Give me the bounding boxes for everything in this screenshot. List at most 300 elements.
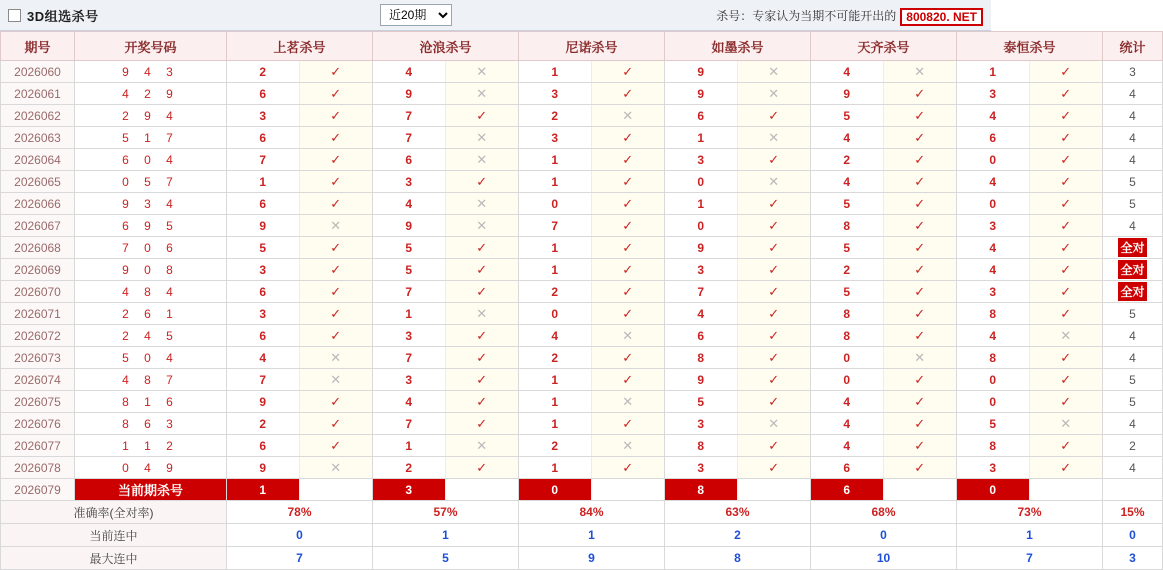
kill-number: 0: [665, 215, 738, 236]
check-icon: ✓: [738, 105, 811, 126]
cell-expert-2: [519, 259, 665, 281]
cell-expert-4: [811, 391, 957, 413]
cell-expert-1: [373, 61, 519, 83]
table-row: [1, 347, 1163, 369]
kill-number: 1: [519, 259, 592, 280]
kill-number: 3: [665, 259, 738, 280]
cell-expert-5: [957, 435, 1103, 457]
cell-statistics: 4: [1103, 105, 1163, 127]
all-hit-badge: 全对: [1118, 282, 1146, 301]
check-icon: ✓: [300, 303, 373, 324]
check-icon: ✓: [592, 457, 665, 478]
cell-qihao: 2026075: [1, 391, 75, 413]
cell-qihao: 2026079: [1, 479, 75, 501]
kill-number: 8: [957, 303, 1030, 324]
kill-number: 6: [227, 325, 300, 346]
kill-number: 5: [665, 391, 738, 412]
kill-number: 0: [957, 149, 1030, 170]
cell-expert-5: [957, 237, 1103, 259]
check-icon: ✓: [884, 435, 957, 456]
check-icon: ✓: [884, 83, 957, 104]
cell-expert-0: [227, 61, 373, 83]
kill-number: 9: [373, 215, 446, 236]
cell-current-expert-0: [227, 479, 373, 501]
cell-qihao: 2026060: [1, 61, 75, 83]
summary-value-4: 0: [811, 524, 957, 547]
kill-number: 4: [373, 61, 446, 82]
kill-number: 1: [665, 127, 738, 148]
cell-expert-0: [227, 347, 373, 369]
cell-expert-2: [519, 237, 665, 259]
cell-kaijiang: 8 6 3: [75, 413, 227, 435]
header-expert-2: 尼诺杀号: [519, 32, 665, 61]
kill-number: 1: [519, 171, 592, 192]
check-icon: ✓: [884, 457, 957, 478]
check-icon: ✓: [1030, 259, 1103, 280]
check-icon: ✓: [738, 325, 811, 346]
kill-number: 4: [957, 171, 1030, 192]
kill-number: 2: [519, 281, 592, 302]
all-hit-badge: 全对: [1118, 238, 1146, 257]
cell-kaijiang: 8 1 6: [75, 391, 227, 413]
check-icon: ✓: [1030, 105, 1103, 126]
kill-number: 7: [227, 369, 300, 390]
cell-qihao: 2026066: [1, 193, 75, 215]
check-icon: ✓: [1030, 171, 1103, 192]
table-row: [1, 325, 1163, 347]
check-icon: ✓: [300, 127, 373, 148]
kill-number: 4: [811, 391, 884, 412]
kill-number: 5: [957, 413, 1030, 434]
cell-expert-4: [811, 237, 957, 259]
cell-current-expert-1: [373, 479, 519, 501]
check-icon: ✓: [884, 237, 957, 258]
cell-expert-4: [811, 325, 957, 347]
check-icon: ✓: [446, 259, 519, 280]
check-icon: ✓: [300, 237, 373, 258]
cross-icon: ✕: [592, 105, 665, 126]
cell-expert-2: [519, 281, 665, 303]
kill-number: 9: [665, 369, 738, 390]
kill-number: 5: [811, 281, 884, 302]
check-icon: ✓: [1030, 127, 1103, 148]
kill-number: 3: [373, 171, 446, 192]
cross-icon: ✕: [446, 149, 519, 170]
cell-qihao: 2026077: [1, 435, 75, 457]
current-kill-number: 0: [519, 479, 592, 500]
kill-number: 6: [957, 127, 1030, 148]
cross-icon: ✕: [446, 127, 519, 148]
cell-expert-3: [665, 259, 811, 281]
cell-expert-2: [519, 369, 665, 391]
kill-number: 8: [811, 325, 884, 346]
cell-kaijiang: 9 3 4: [75, 193, 227, 215]
period-select-wrap: [380, 4, 452, 26]
cell-qihao: 2026076: [1, 413, 75, 435]
cross-icon: ✕: [738, 171, 811, 192]
cell-statistics: 4: [1103, 457, 1163, 479]
cell-expert-4: [811, 83, 957, 105]
table-row: [1, 61, 1163, 83]
cell-expert-2: [519, 303, 665, 325]
kill-number: 5: [227, 237, 300, 258]
check-icon: ✓: [300, 391, 373, 412]
kill-number: 1: [519, 457, 592, 478]
kill-number: 0: [957, 369, 1030, 390]
cell-expert-2: [519, 435, 665, 457]
cell-expert-4: [811, 127, 957, 149]
kill-number: 7: [373, 105, 446, 126]
cell-expert-4: [811, 215, 957, 237]
kill-number: 3: [519, 127, 592, 148]
cell-expert-3: [665, 435, 811, 457]
check-icon: ✓: [300, 281, 373, 302]
kill-number: 3: [227, 105, 300, 126]
kill-number: 7: [665, 281, 738, 302]
kill-number: 9: [373, 83, 446, 104]
cell-expert-2: [519, 325, 665, 347]
page-title: 3D组选杀号: [27, 8, 99, 24]
cell-expert-5: [957, 259, 1103, 281]
cross-icon: ✕: [446, 303, 519, 324]
summary-label: 准确率(全对率): [1, 501, 227, 524]
kill-number: 4: [665, 303, 738, 324]
check-icon: ✓: [738, 303, 811, 324]
all-hit-badge: 全对: [1118, 260, 1146, 279]
cell-expert-0: [227, 127, 373, 149]
cell-expert-0: [227, 171, 373, 193]
kill-number: 6: [373, 149, 446, 170]
cell-expert-0: [227, 215, 373, 237]
check-icon: ✓: [738, 281, 811, 302]
check-icon: ✓: [1030, 61, 1103, 82]
kill-number: 1: [373, 435, 446, 456]
cell-expert-3: [665, 127, 811, 149]
cell-expert-4: [811, 149, 957, 171]
cell-expert-0: [227, 281, 373, 303]
select-all-checkbox[interactable]: [8, 9, 21, 22]
kill-number: 2: [227, 61, 300, 82]
kill-number: 1: [519, 237, 592, 258]
kill-number: 3: [227, 303, 300, 324]
cell-expert-5: [957, 325, 1103, 347]
cell-statistics: 5: [1103, 303, 1163, 325]
cell-qihao: 2026078: [1, 457, 75, 479]
cell-expert-4: [811, 303, 957, 325]
cross-icon: ✕: [592, 325, 665, 346]
cell-expert-5: [957, 193, 1103, 215]
table-row: [1, 215, 1163, 237]
cell-expert-1: [373, 105, 519, 127]
summary-value-3: 2: [665, 524, 811, 547]
cell-expert-0: [227, 259, 373, 281]
empty-mark: [592, 479, 665, 500]
check-icon: ✓: [446, 105, 519, 126]
cell-statistics: 5: [1103, 369, 1163, 391]
cell-expert-1: [373, 127, 519, 149]
cell-statistics: [1103, 281, 1163, 303]
table-row: [1, 413, 1163, 435]
cell-statistics: [1103, 237, 1163, 259]
kill-number: 4: [811, 435, 884, 456]
cell-statistics: 4: [1103, 215, 1163, 237]
kill-number: 0: [811, 369, 884, 390]
cell-kaijiang: 4 2 9: [75, 83, 227, 105]
cross-icon: ✕: [446, 61, 519, 82]
cell-kaijiang: 2 6 1: [75, 303, 227, 325]
check-icon: ✓: [446, 413, 519, 434]
cell-expert-3: [665, 61, 811, 83]
cross-icon: ✕: [738, 413, 811, 434]
cell-expert-5: [957, 303, 1103, 325]
cell-expert-2: [519, 457, 665, 479]
kill-number: 6: [227, 83, 300, 104]
kill-number: 4: [519, 325, 592, 346]
header-note: [716, 7, 983, 26]
cell-expert-0: [227, 413, 373, 435]
kill-number: 2: [373, 457, 446, 478]
cell-expert-4: [811, 457, 957, 479]
cell-expert-1: [373, 303, 519, 325]
empty-mark: [738, 479, 811, 500]
current-kill-number: 1: [227, 479, 300, 500]
cell-statistics: 2: [1103, 435, 1163, 457]
header-kaijiang: 开奖号码: [75, 32, 227, 61]
cell-expert-1: [373, 171, 519, 193]
table-row: [1, 105, 1163, 127]
kill-number: 2: [519, 435, 592, 456]
kill-number: 1: [519, 61, 592, 82]
cell-expert-3: [665, 457, 811, 479]
cell-expert-1: [373, 237, 519, 259]
kill-number: 6: [227, 193, 300, 214]
check-icon: ✓: [300, 105, 373, 126]
kill-number: 4: [373, 391, 446, 412]
check-icon: ✓: [446, 457, 519, 478]
cell-expert-2: [519, 391, 665, 413]
cell-kaijiang: 6 0 4: [75, 149, 227, 171]
cell-kaijiang: 4 8 7: [75, 369, 227, 391]
cell-statistics: [1103, 259, 1163, 281]
cross-icon: ✕: [300, 347, 373, 368]
table-row: [1, 281, 1163, 303]
kill-number: 9: [227, 457, 300, 478]
check-icon: ✓: [446, 281, 519, 302]
kill-number: 3: [957, 83, 1030, 104]
table-row: [1, 259, 1163, 281]
check-icon: ✓: [884, 369, 957, 390]
kill-number: 8: [665, 347, 738, 368]
cell-expert-4: [811, 193, 957, 215]
cross-icon: ✕: [592, 435, 665, 456]
check-icon: ✓: [592, 413, 665, 434]
current-period-label: 当前期杀号: [75, 479, 227, 501]
check-icon: ✓: [300, 61, 373, 82]
cell-expert-0: [227, 435, 373, 457]
cell-qihao: 2026061: [1, 83, 75, 105]
kill-number: 5: [811, 193, 884, 214]
kill-number: 4: [957, 237, 1030, 258]
top-bar: [0, 0, 991, 31]
check-icon: ✓: [300, 83, 373, 104]
cell-statistics: 5: [1103, 193, 1163, 215]
summary-row-2: [1, 547, 1163, 570]
cell-statistics: 5: [1103, 391, 1163, 413]
kill-number: 9: [227, 215, 300, 236]
header-note-text: 杀号：专家认为当期不可能开出的: [716, 9, 897, 23]
cell-expert-4: [811, 105, 957, 127]
summary-value-5: 1: [957, 524, 1103, 547]
kill-number: 6: [227, 435, 300, 456]
kill-number: 9: [811, 83, 884, 104]
cross-icon: ✕: [738, 83, 811, 104]
cell-expert-0: [227, 457, 373, 479]
summary-value-4: 10: [811, 547, 957, 570]
cell-kaijiang: 4 8 4: [75, 281, 227, 303]
check-icon: ✓: [738, 435, 811, 456]
check-icon: ✓: [884, 149, 957, 170]
kill-number: 6: [665, 105, 738, 126]
header-expert-4: 天齐杀号: [811, 32, 957, 61]
table-body: [1, 61, 1163, 570]
check-icon: ✓: [1030, 303, 1103, 324]
cross-icon: ✕: [300, 369, 373, 390]
check-icon: ✓: [592, 61, 665, 82]
kill-number: 5: [811, 105, 884, 126]
cell-expert-4: [811, 369, 957, 391]
cell-qihao: 2026068: [1, 237, 75, 259]
summary-row-0: [1, 501, 1163, 524]
kill-number: 4: [811, 413, 884, 434]
header-tongji: 统计: [1103, 32, 1163, 61]
period-select[interactable]: [380, 4, 452, 26]
check-icon: ✓: [300, 259, 373, 280]
check-icon: ✓: [1030, 149, 1103, 170]
kill-number: 8: [665, 435, 738, 456]
check-icon: ✓: [1030, 347, 1103, 368]
cell-qihao: 2026064: [1, 149, 75, 171]
kill-number: 6: [811, 457, 884, 478]
kill-number: 2: [811, 259, 884, 280]
table-header-row: [1, 32, 1163, 61]
cross-icon: ✕: [1030, 413, 1103, 434]
table-row: [1, 149, 1163, 171]
cell-expert-4: [811, 171, 957, 193]
cell-expert-1: [373, 413, 519, 435]
kill-number: 0: [957, 193, 1030, 214]
summary-label: 当前连中: [1, 524, 227, 547]
summary-value-1: 57%: [373, 501, 519, 524]
kill-number: 9: [665, 83, 738, 104]
cell-expert-1: [373, 347, 519, 369]
check-icon: ✓: [738, 149, 811, 170]
cell-expert-3: [665, 149, 811, 171]
cell-qihao: 2026073: [1, 347, 75, 369]
cell-expert-2: [519, 127, 665, 149]
kill-number: 4: [957, 325, 1030, 346]
brand-badge: 800820. NET: [900, 8, 983, 26]
kill-number: 9: [227, 391, 300, 412]
table-row: [1, 303, 1163, 325]
check-icon: ✓: [1030, 237, 1103, 258]
cell-expert-0: [227, 149, 373, 171]
kill-number: 1: [373, 303, 446, 324]
cross-icon: ✕: [446, 215, 519, 236]
check-icon: ✓: [1030, 391, 1103, 412]
check-icon: ✓: [592, 237, 665, 258]
cell-qihao: 2026070: [1, 281, 75, 303]
cell-expert-2: [519, 83, 665, 105]
cross-icon: ✕: [446, 83, 519, 104]
table-row: [1, 435, 1163, 457]
table-row: [1, 369, 1163, 391]
summary-value-2: 1: [519, 524, 665, 547]
cell-expert-1: [373, 391, 519, 413]
cell-expert-2: [519, 347, 665, 369]
kill-number: 1: [519, 149, 592, 170]
cell-expert-5: [957, 413, 1103, 435]
check-icon: ✓: [1030, 281, 1103, 302]
kill-number: 6: [227, 281, 300, 302]
summary-value-0: 7: [227, 547, 373, 570]
cell-expert-3: [665, 281, 811, 303]
cell-qihao: 2026063: [1, 127, 75, 149]
kill-number: 2: [519, 347, 592, 368]
cell-kaijiang: 7 0 6: [75, 237, 227, 259]
cell-expert-3: [665, 105, 811, 127]
check-icon: ✓: [592, 215, 665, 236]
cell-expert-3: [665, 369, 811, 391]
kill-number: 3: [957, 215, 1030, 236]
cell-expert-2: [519, 105, 665, 127]
cell-expert-5: [957, 149, 1103, 171]
check-icon: ✓: [884, 193, 957, 214]
cell-expert-5: [957, 127, 1103, 149]
summary-statistics: 0: [1103, 524, 1163, 547]
kill-number: 8: [811, 303, 884, 324]
cell-kaijiang: 2 9 4: [75, 105, 227, 127]
check-icon: ✓: [592, 369, 665, 390]
check-icon: ✓: [1030, 215, 1103, 236]
kill-number: 4: [957, 105, 1030, 126]
current-kill-number: 3: [373, 479, 446, 500]
cell-statistics: 4: [1103, 325, 1163, 347]
kill-number: 1: [227, 171, 300, 192]
cross-icon: ✕: [446, 193, 519, 214]
cell-expert-4: [811, 347, 957, 369]
cell-expert-3: [665, 303, 811, 325]
kill-number: 9: [665, 61, 738, 82]
cell-kaijiang: 9 0 8: [75, 259, 227, 281]
check-icon: ✓: [1030, 369, 1103, 390]
kill-number: 3: [665, 149, 738, 170]
kill-number: 7: [519, 215, 592, 236]
check-icon: ✓: [884, 413, 957, 434]
current-kill-number: 8: [665, 479, 738, 500]
check-icon: ✓: [592, 303, 665, 324]
cell-expert-1: [373, 457, 519, 479]
kill-number: 0: [811, 347, 884, 368]
kill-number: 4: [811, 127, 884, 148]
kill-number: 4: [811, 61, 884, 82]
check-icon: ✓: [446, 347, 519, 368]
kill-number: 3: [227, 259, 300, 280]
cell-expert-4: [811, 435, 957, 457]
cell-current-expert-2: [519, 479, 665, 501]
kill-number: 5: [373, 237, 446, 258]
cell-kaijiang: 0 4 9: [75, 457, 227, 479]
check-icon: ✓: [300, 413, 373, 434]
